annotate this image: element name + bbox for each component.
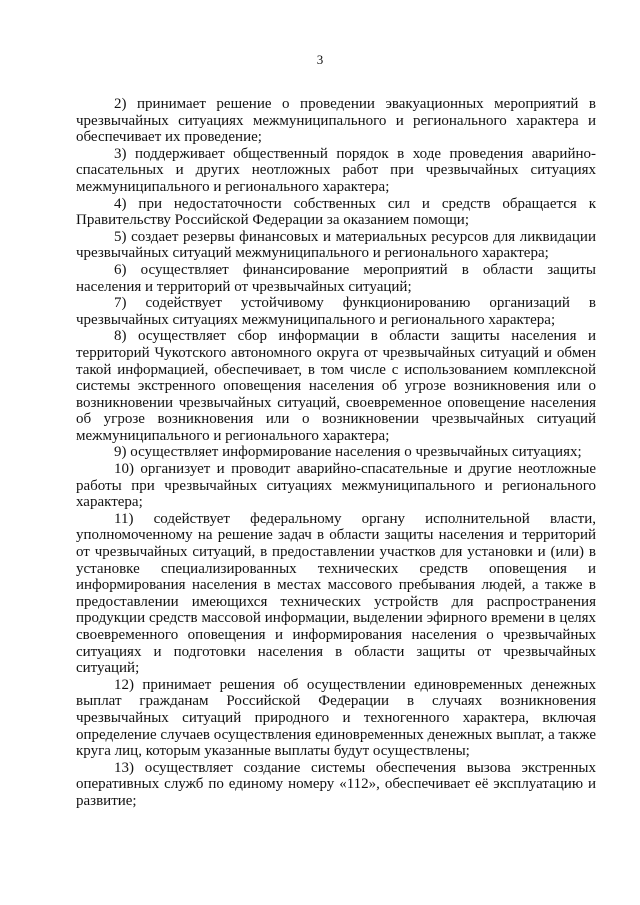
list-item-10: 10) организует и проводит аварийно-спасательные и другие неотложные работы при чрезвычайных ситуациях межмуниципального и регионального характера; [76, 461, 596, 511]
list-item-9: 9) осуществляет информирование населения о чрезвычайных ситуациях; [114, 444, 582, 461]
list-item-4: 4) при недостаточности собственных сил и средств обращается к Правительству Российской Федерации за оказанием помощи; [76, 195, 596, 229]
list-item-5: 5) создает резервы финансовых и материальных ресурсов для ликвидации чрезвычайных ситуаций межмуниципального и регионального характера; [76, 228, 596, 262]
list-item-11: 11) содействует федеральному органу исполнительной власти, уполномоченному на решение задач в области защиты населения и территорий от чрезвычайных ситуаций, в предоставлении участков для установки и (или) в установке специализированных технических средств оповещения и информирования населения в местах массового пребывания людей, а также в предоставлении имеющихся технических устройств для распространения продукции средств массовой информации, выделении эфирного времени в целях своевременного оповещения и информирования населения о чрезвычайных ситуациях и подготовки населения в области защиты от чрезвычайных ситуаций; [76, 510, 596, 677]
list-item-12: 12) принимает решения об осуществлении единовременных денежных выплат гражданам Российской Федерации в случаях возникновения чрезвычайных ситуаций природного и техногенного характера, включая определение случаев осуществления единовременных денежных выплат, а также круга лиц, которым указанные выплаты будут осуществлены; [76, 676, 596, 760]
list-item-2: 2) принимает решение о проведении эвакуационных мероприятий в чрезвычайных ситуациях межмуниципального и регионального характера и обеспечивает их проведение; [76, 96, 596, 146]
list-item-6: 6) осуществляет финансирование мероприятий в области защиты населения и территорий от чрезвычайных ситуаций; [76, 261, 596, 295]
list-item-7: 7) содействует устойчивому функционированию организаций в чрезвычайных ситуациях межмуниципального и регионального характера; [76, 295, 596, 328]
list-item-8: 8) осуществляет сбор информации в области защиты населения и территорий Чукотского автономного округа от чрезвычайных ситуаций и обмен такой информацией, обеспечивает, в том числе с использованием комплексной системы экстренного оповещения населения об угрозе возникновения или о возникновении чрезвычайных ситуаций, своевременное оповещение населения об угрозе возникновения или о возникновении чрезвычайных ситуаций межмуниципального и регионального характера; [76, 328, 596, 444]
page-number: 3 [316, 52, 324, 67]
list-item-3: 3) поддерживает общественный порядок в ходе проведения аварийно-спасательных и других неотложных работ при чрезвычайных ситуациях межмуниципального и регионального характера; [76, 145, 596, 195]
document-body [76, 96, 596, 810]
list-item-13: 13) осуществляет создание системы обеспечения вызова экстренных оперативных служб по единому номеру «112», обеспечивает её эксплуатацию и развитие; [76, 759, 596, 809]
